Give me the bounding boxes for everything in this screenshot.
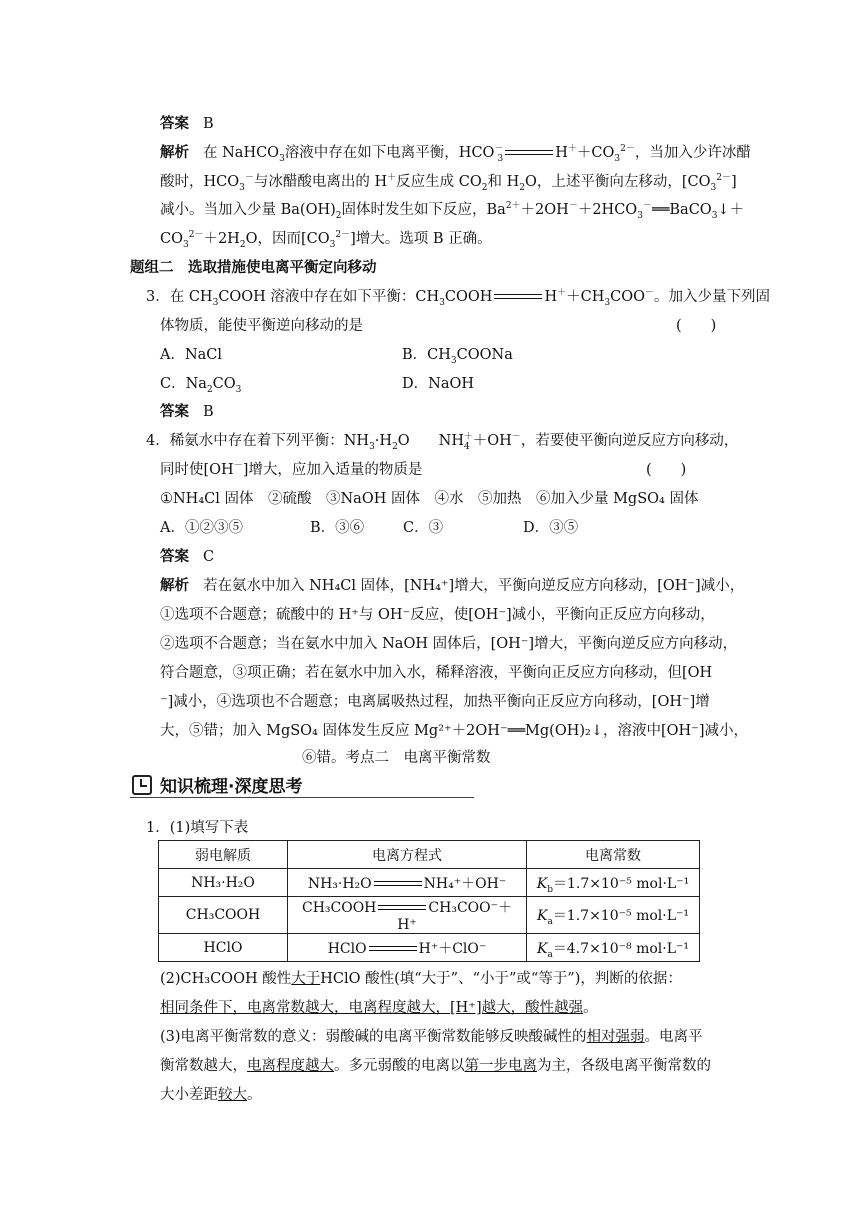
text: CH₃COOH bbox=[301, 900, 377, 916]
text: 若在氨水中加入 NH₄Cl 固体，[NH₄⁺]增大，平衡向逆反应方向移动，[OH⁻]减小， bbox=[203, 578, 745, 594]
answer-value: B bbox=[203, 116, 214, 132]
q2-analysis-line-4: $CO_3^{2-}+2H_2O$，因而$[CO_3^{2-}]$增大。选项 B 正确。 bbox=[160, 230, 492, 250]
equilibrium-arrow-icon bbox=[374, 878, 422, 890]
cell-electrolyte: CH₃COOH bbox=[159, 897, 288, 934]
text: HClO 酸性(填“大于”、“小于”或“等于”)，判断的依据： bbox=[320, 971, 682, 987]
analysis-label: 解析 bbox=[160, 144, 189, 161]
text: ] bbox=[731, 174, 737, 190]
blank-answer: 相对强弱 bbox=[586, 1029, 645, 1045]
blank-answer: 较大 bbox=[218, 1087, 247, 1103]
text: 。多元弱酸的电离以 bbox=[334, 1058, 465, 1074]
text: (2)CH₃COOH 酸性 bbox=[160, 971, 292, 987]
text: COOH 溶液中存在如下平衡：CH bbox=[218, 289, 440, 305]
text: 减小。当加入少量 Ba(OH) bbox=[160, 202, 336, 218]
text: a bbox=[547, 949, 553, 960]
text: C．Na bbox=[160, 376, 207, 392]
q4-analysis-line-2: ①选项不合题意；硫酸中的 H⁺与 OH⁻反应，使[OH⁻]减小，平衡向正反应方向移动， bbox=[160, 607, 715, 623]
q2-analysis-line-2: 酸时，$HCO_3^-$与冰醋酸电离出的 H＋反应生成 $CO_2$和 $H_2O$，上述平衡向左移动，$[CO_3^{2-}]$ bbox=[160, 173, 737, 193]
text: CH₃COO⁻＋H⁺ bbox=[397, 900, 512, 933]
text: 和 H bbox=[487, 174, 520, 190]
header-constant: 电离常数 bbox=[527, 841, 700, 869]
text: NH₄⁺＋OH⁻ bbox=[423, 875, 507, 892]
s1-intro: 1．(1)填写下表 bbox=[146, 820, 249, 836]
text: COO bbox=[610, 289, 645, 305]
answer-label: 答案 bbox=[160, 115, 189, 132]
ionization-table bbox=[158, 840, 700, 962]
q3-option-b: B．$CH_3COONa$ bbox=[402, 347, 513, 366]
text: NH₃·H₂O bbox=[307, 875, 372, 892]
text: 为主，各级电离平衡常数的 bbox=[537, 1058, 711, 1074]
cell-equation bbox=[288, 897, 527, 934]
text: K bbox=[536, 908, 548, 924]
text: COONa bbox=[456, 347, 513, 363]
s1-p3-line-3 bbox=[160, 1085, 262, 1105]
q4-analysis-line-4: 符合题意，③项正确；若在氨水中加入水，稀释溶液，平衡向正反应方向移动，但[OH bbox=[160, 665, 713, 681]
answer-value: B bbox=[203, 404, 214, 420]
q3-option-c: C．$Na_2CO_3$ bbox=[160, 376, 242, 395]
q4-items: ①NH₄Cl 固体 ②硫酸 ③NaOH 固体 ④水 ⑤加热 ⑥加入少量 MgSO₄ 固体 bbox=[160, 491, 699, 507]
q4-answer bbox=[160, 547, 214, 567]
group2-title: 题组二 选取措施使电离平衡定向移动 bbox=[130, 259, 377, 276]
text: 。电离平 bbox=[644, 1029, 703, 1045]
s1-p3-line-1 bbox=[160, 1027, 703, 1047]
q4-stem-line-1: 4．稀氨水中存在着下列平衡：$NH_3\cdot H_2O$ $NH_4^++OH^-$，若要使平衡向逆反应方向移动， bbox=[146, 432, 739, 452]
blank-answer: 电离程度越大 bbox=[247, 1058, 334, 1074]
text: O NH bbox=[397, 433, 465, 449]
cell-electrolyte: HClO bbox=[159, 934, 288, 962]
cell-electrolyte: NH₃·H₂O bbox=[159, 869, 288, 897]
text: 同时使[OH bbox=[160, 462, 234, 478]
text: ↓＋ bbox=[717, 202, 745, 218]
q2-analysis-line-1: 解析 在 NaHCO$_3$溶液中存在如下电离平衡，$HCO^-_3$ $H^++CO_3^{2-}$，当加入少许冰醋 bbox=[160, 144, 751, 164]
equilibrium-arrow-icon bbox=[494, 291, 542, 303]
cell-equation bbox=[288, 869, 527, 897]
q4-stem-line-2: 同时使[OH－]增大，应加入适量的物质是 bbox=[160, 461, 423, 478]
text: 。 bbox=[247, 1087, 262, 1103]
divider bbox=[130, 797, 474, 798]
text: ，当加入少许冰醋 bbox=[634, 145, 751, 161]
table-row bbox=[159, 869, 700, 897]
q3-option-a: A．NaCl bbox=[160, 347, 223, 363]
answer-label: 答案 bbox=[160, 403, 189, 420]
text: CO bbox=[160, 231, 183, 247]
text: (3)电离平衡常数的意义：弱酸碱的电离平衡常数能够反映酸碱性的 bbox=[160, 1029, 587, 1045]
text: H bbox=[555, 145, 568, 161]
q4-analysis-line-3: ②选项不合题意；当在氨水中加入 NaOH 固体后，[OH⁻]增大，平衡向逆反应方向移动， bbox=[160, 636, 738, 652]
text: 。 bbox=[583, 1000, 598, 1016]
s1-p2-line-1 bbox=[160, 969, 682, 989]
text: 。加入少量下列固 bbox=[653, 289, 770, 305]
q4-option-b: B．③⑥ bbox=[310, 520, 365, 536]
section-title: 知识梳理·深度思考 bbox=[160, 777, 303, 797]
text: ＋CO bbox=[576, 145, 615, 161]
q2-answer bbox=[160, 114, 214, 134]
text: ]增大。选项 B 正确。 bbox=[350, 231, 492, 247]
text: O，上述平衡向左移动，[CO bbox=[525, 174, 711, 190]
text: CO bbox=[212, 376, 236, 392]
equilibrium-arrow-icon bbox=[378, 902, 426, 914]
q3-answer bbox=[160, 402, 214, 422]
analysis-label: 解析 bbox=[160, 577, 189, 594]
text: K bbox=[536, 875, 548, 892]
text: 溶液中存在如下电离平衡，HCO bbox=[284, 145, 495, 161]
q3-answer-paren: ( ) bbox=[676, 318, 717, 334]
equilibrium-arrow-icon bbox=[369, 943, 417, 955]
text: 与冰醋酸电离出的 H bbox=[253, 174, 388, 190]
text: ＝1.7×10⁻⁵ mol·L⁻¹ bbox=[552, 908, 690, 924]
q4-analysis-line-5: ⁻]减小，④选项也不合题意；电离属吸热过程，加热平衡向正反应方向移动，[OH⁻]增 bbox=[160, 694, 710, 710]
text: 大小差距 bbox=[160, 1087, 218, 1103]
header-electrolyte: 弱电解质 bbox=[159, 841, 288, 869]
blank-answer: 第一步电离 bbox=[464, 1058, 537, 1074]
text: 衡常数越大， bbox=[160, 1058, 247, 1074]
table-row bbox=[159, 934, 700, 962]
q4-option-c: C．③ bbox=[403, 520, 444, 536]
cell-constant bbox=[527, 897, 700, 934]
text: ·H bbox=[374, 433, 393, 449]
text: ＝4.7×10⁻⁸ mol·L⁻¹ bbox=[552, 940, 690, 957]
q4-analysis-line-6: 大，⑤错；加入 MgSO₄ 固体发生反应 Mg²⁺＋2OH⁻══Mg(OH)₂↓，溶液中[OH⁻]减小， bbox=[160, 723, 748, 739]
text: ＋CH bbox=[566, 289, 605, 305]
q4-analysis-line-1 bbox=[160, 576, 744, 596]
answer-value: C bbox=[203, 549, 215, 565]
text: ＋2OH bbox=[520, 202, 569, 218]
text: COOH bbox=[444, 289, 493, 305]
text: ══BaCO bbox=[651, 202, 712, 218]
q3-stem-line-2: 体物质，能使平衡逆向移动的是 bbox=[160, 318, 363, 334]
text: H bbox=[544, 289, 558, 305]
text: ＝1.7×10⁻⁵ mol·L⁻¹ bbox=[553, 875, 690, 892]
text: ]增大，应加入适量的物质是 bbox=[242, 462, 423, 478]
text: HClO bbox=[327, 940, 367, 957]
text: 3．在 CH bbox=[146, 289, 213, 305]
q4-option-a: A．①②③⑤ bbox=[160, 520, 243, 536]
clock-icon bbox=[132, 775, 152, 795]
q2-analysis-line-3: 减小。当加入少量 $Ba(OH)_2$固体时发生如下反应，$Ba^{2+}+2OH^-+2HCO_3^-══BaCO_3↓+$ bbox=[160, 201, 745, 221]
table-header-row bbox=[159, 841, 700, 869]
text: 在 NaHCO bbox=[203, 145, 280, 161]
text: 反应生成 CO bbox=[396, 174, 482, 190]
table-row bbox=[159, 897, 700, 934]
text: ＋2HCO bbox=[577, 202, 638, 218]
text: K bbox=[536, 940, 548, 957]
text: O，因而[CO bbox=[245, 231, 330, 247]
text: 4．稀氨水中存在着下列平衡：NH bbox=[146, 433, 370, 449]
cell-equation bbox=[288, 934, 527, 962]
q4-answer-paren: ( ) bbox=[646, 462, 687, 478]
equilibrium-arrow-icon bbox=[505, 147, 553, 159]
q3-option-d: D．NaOH bbox=[402, 376, 474, 392]
blank-answer: 相同条件下，电离常数越大，电离程度越大，[H⁺]越大，酸性越强 bbox=[160, 1000, 584, 1016]
section-header-bar bbox=[130, 770, 474, 798]
text: b bbox=[547, 884, 554, 895]
text: ＋OH bbox=[472, 433, 512, 449]
text: B．CH bbox=[402, 347, 451, 363]
s1-p2-line-2 bbox=[160, 998, 598, 1018]
text: ，若要使平衡向逆反应方向移动， bbox=[520, 433, 739, 449]
q4-analysis-line-7: ⑥错。考点二 电离平衡常数 bbox=[302, 750, 491, 766]
answer-label: 答案 bbox=[160, 548, 189, 565]
text: 酸时，HCO bbox=[160, 174, 240, 190]
header-equation: 电离方程式 bbox=[288, 841, 527, 869]
s1-p3-line-2 bbox=[160, 1056, 711, 1076]
q4-option-d: D．③⑤ bbox=[523, 520, 579, 536]
blank-answer: 大于 bbox=[291, 971, 321, 987]
cell-constant bbox=[527, 934, 700, 962]
text: H⁺＋ClO⁻ bbox=[418, 940, 487, 957]
text: 固体时发生如下反应，Ba bbox=[341, 202, 506, 218]
text: ＋2H bbox=[203, 231, 240, 247]
text: a bbox=[547, 916, 553, 927]
cell-constant bbox=[527, 869, 700, 897]
q3-stem-line-1: 3．在 $CH_3COOH$ 溶液中存在如下平衡：$CH_3COOH$ $H^++CH_3COO^-$。加入少量下列固 bbox=[146, 288, 770, 308]
